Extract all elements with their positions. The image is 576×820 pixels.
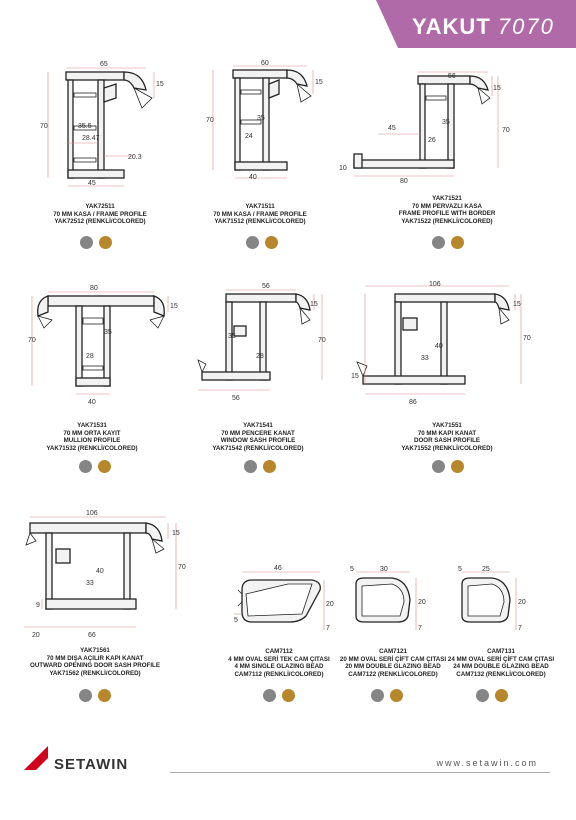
dim-label: 46 bbox=[274, 565, 282, 572]
dim-label: 40 bbox=[435, 343, 443, 350]
profile-name-en: DOOR SASH PROFILE bbox=[413, 437, 480, 445]
dim-label: 15 bbox=[170, 303, 178, 310]
dim-label: 60 bbox=[261, 60, 269, 67]
profile-code: YAK71551 bbox=[432, 422, 462, 429]
profile-name: 70 MM ORTA KAYIT bbox=[63, 429, 121, 437]
profile-colored-code: YAK71512 (RENKLİ/COLORED) bbox=[214, 218, 306, 226]
dim-label: 15 bbox=[493, 85, 501, 92]
profile-name: 70 MM PENCERE KANAT bbox=[221, 429, 295, 437]
color-options bbox=[371, 689, 403, 702]
grey-swatch bbox=[432, 460, 445, 473]
dim-label: 70 bbox=[28, 337, 36, 344]
dim-label: 7 bbox=[418, 625, 422, 632]
grey-swatch bbox=[371, 689, 384, 702]
profile-name: 20 MM OVAL SERİ ÇİFT CAM ÇITASI bbox=[339, 655, 447, 663]
profile-colored-code: YAK71532 (RENKLİ/COLORED) bbox=[46, 444, 138, 452]
profile-caption bbox=[372, 422, 522, 452]
profile-drawing-yak71541 bbox=[192, 280, 332, 410]
profile-name-en: 24 MM DOUBLE GLAZING BEAD bbox=[453, 663, 549, 671]
profile-name: 24 MM OVAL SERİ ÇİFT CAM ÇITASI bbox=[447, 655, 555, 663]
grey-swatch bbox=[263, 689, 276, 702]
grey-swatch bbox=[79, 460, 92, 473]
dim-label: 15 bbox=[351, 373, 359, 380]
dim-label: 15 bbox=[172, 530, 180, 537]
dim-label: 80 bbox=[400, 178, 408, 185]
profile-drawing-yak71511 bbox=[205, 58, 335, 193]
dim-label: 20 bbox=[326, 601, 334, 608]
grey-swatch bbox=[244, 460, 257, 473]
gold-swatch bbox=[451, 460, 464, 473]
color-options bbox=[79, 689, 111, 702]
gold-swatch bbox=[495, 689, 508, 702]
profile-caption bbox=[426, 648, 576, 678]
dim-label: 5 bbox=[350, 566, 354, 573]
profile-colored-code: CAM7112 (RENKLİ/COLORED) bbox=[234, 670, 324, 678]
dim-label: 33 bbox=[86, 580, 94, 587]
profile-code: YAK71531 bbox=[77, 422, 107, 429]
dim-label: 15 bbox=[156, 81, 164, 88]
profile-drawing-cam7112 bbox=[228, 560, 338, 635]
profile-drawing-cam7121 bbox=[346, 560, 436, 635]
dim-label: 15 bbox=[310, 301, 318, 308]
gold-swatch bbox=[282, 689, 295, 702]
dim-label: 86 bbox=[409, 399, 417, 406]
dim-label: 7 bbox=[518, 625, 522, 632]
dim-label: 35.5 bbox=[78, 123, 92, 130]
color-options bbox=[80, 236, 112, 249]
color-options bbox=[246, 236, 278, 249]
profile-code: CAM7112 bbox=[265, 648, 293, 655]
profile-colored-code: CAM7122 (RENKLİ/COLORED) bbox=[348, 670, 438, 678]
dim-label: 7 bbox=[326, 625, 330, 632]
dim-label: 70 bbox=[206, 117, 214, 124]
profile-colored-code: YAK72512 (RENKLİ/COLORED) bbox=[54, 218, 146, 226]
company-logo-text: SETAWIN bbox=[54, 756, 129, 773]
profile-colored-code: YAK71522 (RENKLİ/COLORED) bbox=[401, 217, 493, 225]
gold-swatch bbox=[263, 460, 276, 473]
profile-name: 70 MM KASA / FRAME PROFILE bbox=[53, 210, 147, 218]
profile-code: CAM7131 bbox=[487, 648, 515, 655]
profile-code: YAK71521 bbox=[432, 195, 462, 202]
profile-caption bbox=[372, 195, 522, 225]
series-name: YAKUT bbox=[412, 14, 491, 39]
profile-code: CAM7121 bbox=[379, 648, 407, 655]
dim-label: 35 bbox=[104, 329, 112, 336]
dim-label: 30 bbox=[380, 566, 388, 573]
series-banner bbox=[376, 0, 576, 48]
series-number: 7070 bbox=[497, 14, 555, 39]
grey-swatch bbox=[432, 236, 445, 249]
grey-swatch bbox=[79, 689, 92, 702]
profile-code: YAK71561 bbox=[80, 647, 110, 654]
series-title bbox=[412, 14, 555, 40]
color-options bbox=[79, 460, 111, 473]
dim-label: 5 bbox=[234, 617, 238, 624]
profile-name-en: MULLION PROFILE bbox=[63, 437, 121, 445]
dim-label: 28.47 bbox=[82, 135, 100, 142]
dim-label: 65 bbox=[100, 61, 108, 68]
grey-swatch bbox=[246, 236, 259, 249]
profile-drawing-yak72511 bbox=[38, 58, 168, 193]
profile-colored-code: CAM7132 (RENKLİ/COLORED) bbox=[456, 670, 546, 678]
profile-name-en: 4 MM SINGLE GLAZING BEAD bbox=[234, 663, 324, 671]
color-options bbox=[432, 236, 464, 249]
website-url: www.setawin.com bbox=[436, 758, 538, 768]
profile-colored-code: YAK71542 (RENKLİ/COLORED) bbox=[212, 444, 304, 452]
profile-caption bbox=[190, 203, 330, 226]
dim-label: 26 bbox=[428, 137, 436, 144]
grey-swatch bbox=[476, 689, 489, 702]
dim-label: 20 bbox=[518, 599, 526, 606]
dim-label: 40 bbox=[249, 174, 257, 181]
gold-swatch bbox=[390, 689, 403, 702]
profile-drawing-yak71551 bbox=[345, 278, 535, 413]
dim-label: 15 bbox=[513, 301, 521, 308]
profile-drawing-cam7131 bbox=[452, 560, 542, 635]
profile-name: 70 MM KASA / FRAME PROFILE bbox=[213, 210, 307, 218]
dim-label: 25 bbox=[482, 566, 490, 573]
dim-label: 56 bbox=[262, 283, 270, 290]
profile-name-en: WINDOW SASH PROFILE bbox=[220, 437, 296, 445]
dim-label: 70 bbox=[318, 337, 326, 344]
dim-label: 15 bbox=[315, 79, 323, 86]
dim-label: 45 bbox=[88, 180, 96, 187]
profile-code: YAK72511 bbox=[85, 203, 115, 210]
profile-colored-code: YAK71552 (RENKLİ/COLORED) bbox=[401, 444, 493, 452]
gold-swatch bbox=[98, 689, 111, 702]
profile-caption bbox=[188, 422, 328, 452]
dim-label: 40 bbox=[88, 399, 96, 406]
gold-swatch bbox=[451, 236, 464, 249]
dim-label: 28 bbox=[86, 353, 94, 360]
gold-swatch bbox=[99, 236, 112, 249]
profile-name-en: 20 MM DOUBLE GLAZING BEAD bbox=[345, 663, 441, 671]
profile-caption bbox=[22, 422, 162, 452]
dim-label: 20 bbox=[32, 632, 40, 639]
profile-code: YAK71541 bbox=[243, 422, 273, 429]
dim-label: 28 bbox=[256, 353, 264, 360]
dim-label: 20 bbox=[418, 599, 426, 606]
dim-label: 56 bbox=[448, 73, 456, 80]
profile-name: 70 MM PERVAZLI KASA bbox=[412, 202, 482, 210]
profile-name: 70 MM KAPI KANAT bbox=[417, 429, 477, 437]
dim-label: 45 bbox=[388, 125, 396, 132]
profile-caption bbox=[20, 647, 170, 677]
color-options bbox=[244, 460, 276, 473]
profile-name-en: OUTWARD OPENING DOOR SASH PROFILE bbox=[30, 662, 160, 670]
gold-swatch bbox=[265, 236, 278, 249]
dim-label: 40 bbox=[96, 568, 104, 575]
dim-label: 70 bbox=[502, 127, 510, 134]
dim-label: 35 bbox=[228, 333, 236, 340]
dim-label: 35 bbox=[257, 115, 265, 122]
color-options bbox=[476, 689, 508, 702]
profile-drawing-yak71531 bbox=[28, 282, 178, 412]
dim-label: 70 bbox=[523, 335, 531, 342]
profile-name: 70 MM DIŞA AÇILIR KAPI KANAT bbox=[46, 654, 144, 662]
dim-label: 70 bbox=[178, 564, 186, 571]
dim-label: 66 bbox=[88, 632, 96, 639]
footer-divider bbox=[170, 772, 550, 773]
dim-label: 9 bbox=[36, 602, 40, 609]
profile-name: 4 MM OVAL SERİ TEK CAM ÇITASI bbox=[228, 655, 330, 663]
dim-label: 33 bbox=[421, 355, 429, 362]
color-options bbox=[432, 460, 464, 473]
dim-label: 80 bbox=[90, 285, 98, 292]
profile-colored-code: YAK71562 (RENKLİ/COLORED) bbox=[49, 669, 141, 677]
dim-label: 70 bbox=[40, 123, 48, 130]
profile-code: YAK71511 bbox=[245, 203, 275, 210]
dim-label: 35 bbox=[442, 119, 450, 126]
profile-drawing-yak71521 bbox=[338, 66, 518, 191]
profile-caption bbox=[30, 203, 170, 226]
dim-label: 56 bbox=[232, 395, 240, 402]
profile-drawing-yak71561 bbox=[16, 505, 196, 645]
dim-label: 5 bbox=[458, 566, 462, 573]
color-options bbox=[263, 689, 295, 702]
dim-label: 24 bbox=[245, 133, 253, 140]
grey-swatch bbox=[80, 236, 93, 249]
dim-label: 10 bbox=[339, 165, 347, 172]
gold-swatch bbox=[98, 460, 111, 473]
dim-label: 106 bbox=[429, 281, 441, 288]
dim-label: 20.3 bbox=[128, 154, 142, 161]
profile-name-en: FRAME PROFILE WITH BORDER bbox=[398, 210, 496, 218]
dim-label: 106 bbox=[86, 510, 98, 517]
